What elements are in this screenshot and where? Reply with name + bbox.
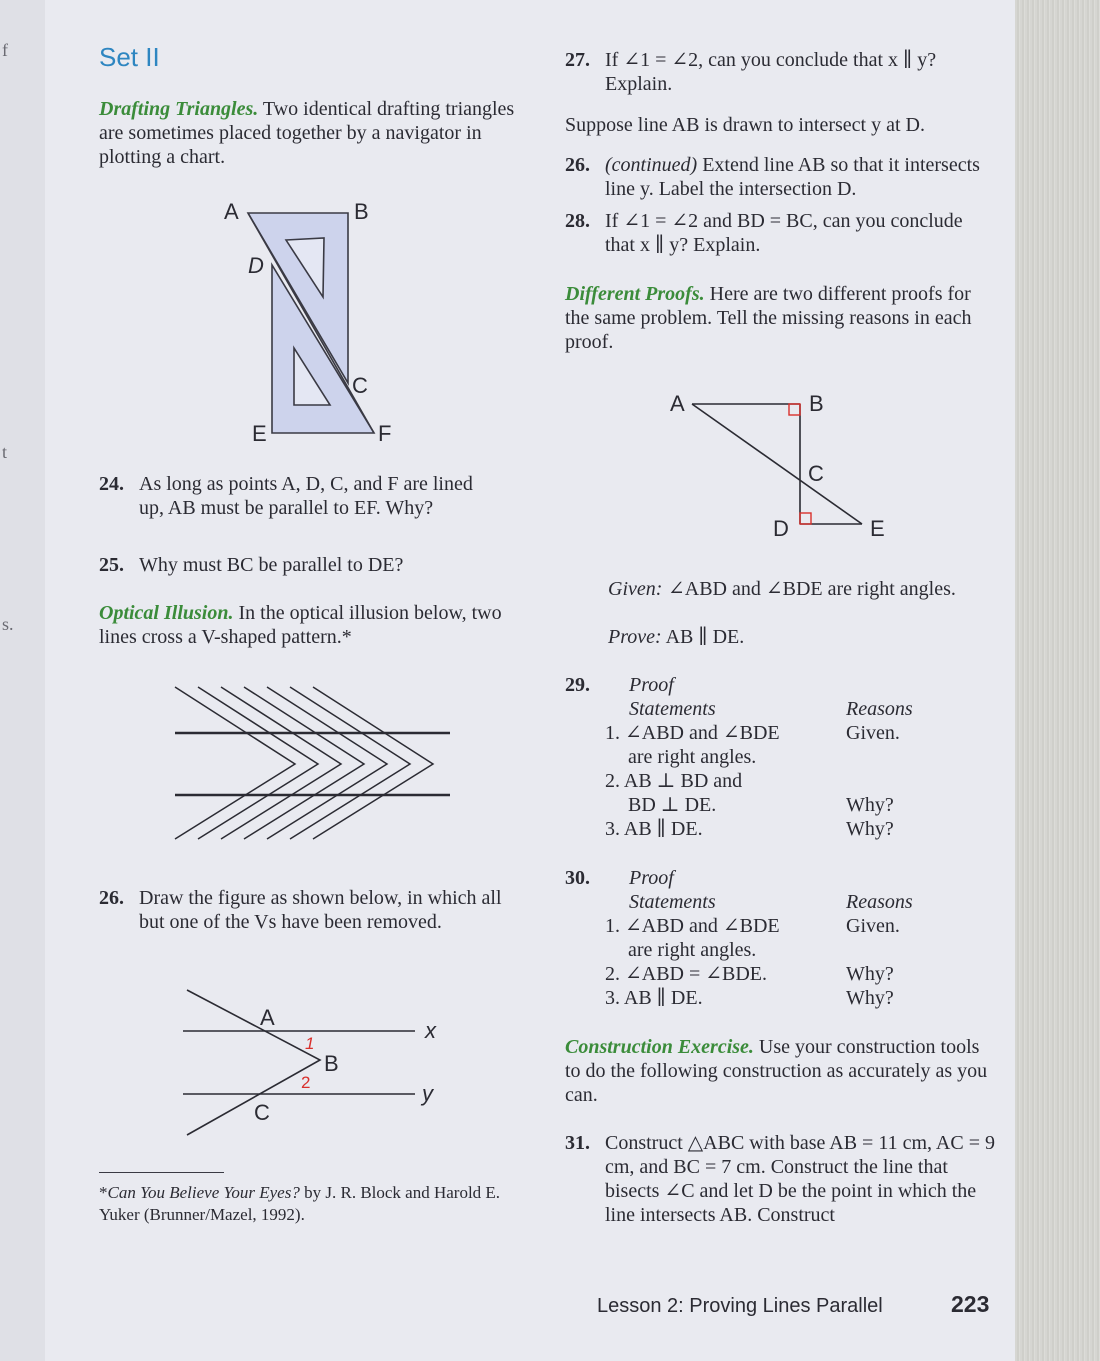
- page-edges-right: [1015, 0, 1100, 1361]
- proof-30-reasons-header: Reasons: [846, 891, 913, 913]
- label-D: D: [773, 516, 789, 541]
- proof-29-title: Proof: [629, 674, 674, 696]
- question-text: Extend line AB so that it intersects line y. Label the intersection D.: [605, 154, 980, 200]
- proof-29-s3: 3. AB ∥ DE.: [605, 818, 703, 840]
- question-text: Why must BC be parallel to DE?: [139, 554, 404, 576]
- proof-30-title: Proof: [629, 867, 674, 889]
- proof-29-r3: Why?: [846, 818, 894, 840]
- chevron-pattern: [175, 687, 433, 839]
- label-B: B: [324, 1051, 339, 1076]
- question-27: [565, 48, 995, 96]
- angle-label-2: 2: [301, 1073, 311, 1092]
- page-gutter-left: [0, 0, 45, 1361]
- margin-fragment: f: [2, 40, 8, 60]
- proof-30-s2: 2. ∠ABD = ∠BDE.: [605, 963, 768, 985]
- proof-figure: [660, 383, 900, 543]
- footnote-rest: by J. R. Block and Harold E. Yuker (Brunner/Mazel, 1992).: [99, 1183, 501, 1224]
- proof-29-s2a: 2. AB ⊥ BD and: [605, 770, 743, 792]
- label-B: B: [354, 199, 369, 224]
- margin-fragment: t: [2, 442, 8, 462]
- question-number: 24.: [99, 473, 124, 495]
- construction-heading: Construction Exercise.: [565, 1036, 754, 1058]
- label-x: x: [425, 1018, 436, 1043]
- proof-30-s3: 3. AB ∥ DE.: [605, 987, 703, 1009]
- question-number: 26.: [565, 154, 590, 176]
- label-B: B: [809, 391, 824, 416]
- label-C: C: [808, 461, 824, 486]
- footnote-rule: [99, 1172, 224, 1173]
- footnote-title: Can You Believe Your Eyes?: [107, 1183, 300, 1202]
- proofs-heading: Different Proofs.: [565, 283, 705, 305]
- question-number: 27.: [565, 49, 590, 71]
- right-angle-mark-b: [789, 404, 800, 415]
- proof-30-r3: Why?: [846, 987, 894, 1009]
- question-25: [99, 553, 499, 577]
- proof-30-s1b: are right angles.: [628, 939, 757, 961]
- question-26: [99, 886, 519, 934]
- chevron-v: [313, 687, 433, 839]
- segment-ae: [692, 404, 862, 524]
- given-text: ∠ABD and ∠BDE are right angles.: [668, 578, 956, 600]
- proof-29-statements-header: Statements: [629, 698, 716, 720]
- construction-text: Use your construction tools to do the following construction as accurately as you can.: [565, 1036, 988, 1106]
- page-number: 223: [951, 1291, 990, 1317]
- question-text: As long as points A, D, C, and F are lined up, AB must be parallel to EF. Why?: [139, 473, 473, 519]
- margin-fragment: s.: [2, 614, 14, 634]
- drafting-text: Two identical drafting triangles are sometimes placed together by a navigator in plotting a chart.: [99, 98, 515, 168]
- label-C: C: [352, 373, 368, 398]
- proof-29-reasons-header: Reasons: [846, 698, 913, 720]
- optical-illusion-figure: [170, 684, 455, 844]
- question-number: 26.: [99, 887, 124, 909]
- right-angle-mark-d: [800, 513, 811, 524]
- proof-30-r1: Given.: [846, 915, 900, 937]
- proof-30-s1a: 1. ∠ABD and ∠BDE: [605, 915, 780, 937]
- continued-label: (continued): [605, 154, 698, 176]
- footnote: [99, 1182, 534, 1226]
- set-title: Set II: [99, 42, 160, 72]
- question-31: [565, 1131, 995, 1227]
- label-C: C: [254, 1100, 270, 1125]
- proof-30-r2: Why?: [846, 963, 894, 985]
- label-F: F: [378, 421, 392, 446]
- question-24: [99, 472, 499, 520]
- label-D: D: [248, 253, 264, 278]
- proof-29-s1b: are right angles.: [628, 746, 757, 768]
- optical-heading: Optical Illusion.: [99, 602, 234, 624]
- label-E: E: [870, 516, 885, 541]
- label-A: A: [670, 391, 685, 416]
- question-number: 30.: [565, 867, 590, 889]
- proof-29-number: [565, 673, 590, 697]
- question-number: 29.: [565, 674, 590, 696]
- question-text: If ∠1 = ∠2, can you conclude that x ∥ y? Explain.: [605, 49, 937, 95]
- label-E: E: [252, 421, 267, 446]
- label-A: A: [224, 199, 239, 224]
- suppose-text: Suppose line AB is drawn to intersect y at D.: [565, 114, 925, 136]
- proofs-paragraph: [565, 282, 995, 354]
- footnote-star: *: [99, 1183, 108, 1202]
- question-number: 31.: [565, 1132, 590, 1154]
- prove: [608, 625, 988, 649]
- proof-30-number: [565, 866, 590, 890]
- question-text: Construct △ABC with base AB = 11 cm, AC = 9 cm, and BC = 7 cm. Construct the line that bisects ∠C and let D be the point in which the line intersects AB. Construct: [605, 1132, 995, 1226]
- drafting-heading: Drafting Triangles.: [99, 98, 259, 120]
- drafting-paragraph: [99, 97, 519, 169]
- question-number: 28.: [565, 210, 590, 232]
- proofs-text: Here are two different proofs for the same problem. Tell the missing reasons in each proof.: [565, 283, 972, 353]
- question-text: Draw the figure as shown below, in which all but one of the Vs have been removed.: [139, 887, 502, 933]
- question-26-continued: [565, 153, 995, 201]
- label-y: y: [422, 1081, 433, 1106]
- footer-lesson: Lesson 2: Proving Lines Parallel: [597, 1295, 883, 1317]
- question-number: 25.: [99, 554, 124, 576]
- optical-text: In the optical illusion below, two lines cross a V-shaped pattern.*: [99, 602, 502, 648]
- construction-paragraph: [565, 1035, 990, 1107]
- optical-paragraph: [99, 601, 524, 649]
- parallel-lines-figure: [175, 985, 455, 1140]
- proof-29-r1: Given.: [846, 722, 900, 744]
- question-text-wrap: [605, 153, 995, 201]
- question-28: [565, 209, 995, 257]
- proof-29-s1a: 1. ∠ABD and ∠BDE: [605, 722, 780, 744]
- proof-29-s2b: BD ⊥ DE.: [628, 794, 717, 816]
- given-label: Given:: [608, 578, 663, 600]
- label-A: A: [260, 1005, 275, 1030]
- prove-text: AB ∥ DE.: [665, 626, 745, 648]
- question-text: If ∠1 = ∠2 and BD = BC, can you conclude that x ∥ y? Explain.: [605, 210, 963, 256]
- proof-30-statements-header: Statements: [629, 891, 716, 913]
- proof-29-r2: Why?: [846, 794, 894, 816]
- angle-label-1: 1: [305, 1034, 315, 1053]
- drafting-triangles-figure: [210, 195, 410, 455]
- prove-label: Prove:: [608, 626, 662, 648]
